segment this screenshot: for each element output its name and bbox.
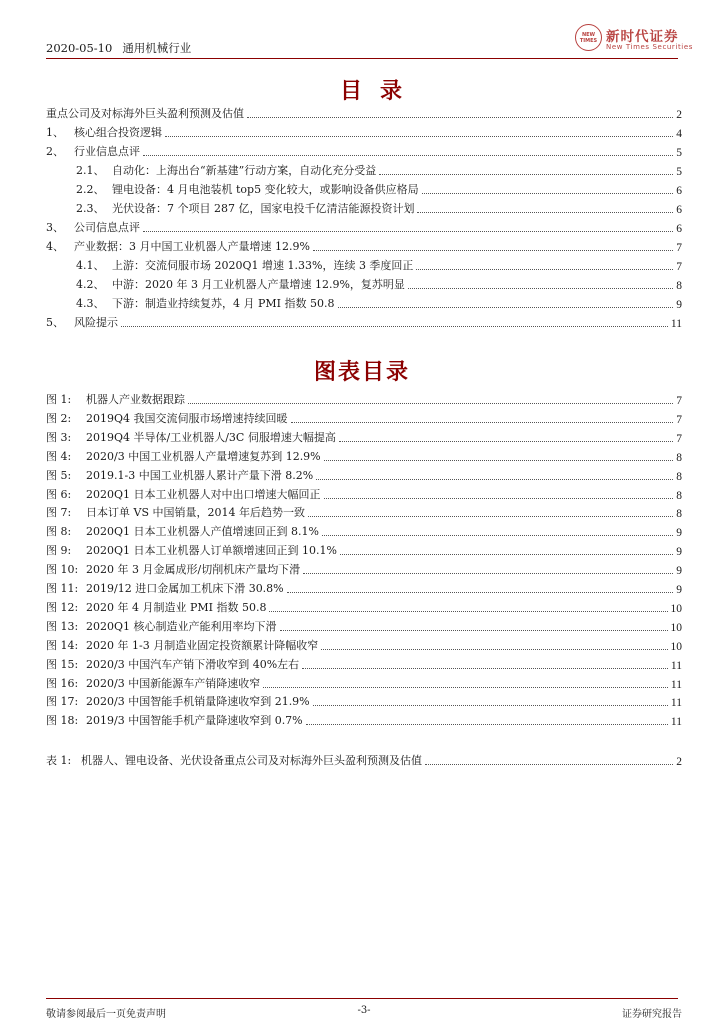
entry-number: 图 6: [46,487,72,501]
entry-text: 2020 年 1-3 月制造业固定投资额累计降幅收窄 [86,638,319,652]
entry-number: 图 9: [46,544,72,558]
dot-leader [422,193,674,194]
entry-page-number: 6 [676,223,682,235]
toc-entry[interactable] [46,293,682,311]
toc-entry[interactable] [46,465,682,483]
entry-label [46,523,319,539]
entry-text: 自动化：上海出台“新基建”行动方案，自动化充分受益 [112,164,377,177]
entry-label [46,162,376,178]
dot-leader [322,535,673,536]
page-footer [46,1005,682,1019]
entry-label [46,467,313,483]
toc-entry[interactable] [46,198,682,216]
entry-label [46,314,118,330]
entry-number: 图 14: [46,638,79,652]
dot-leader [306,724,668,725]
toc-entry[interactable] [46,654,682,672]
dot-leader [379,174,673,175]
entry-page-number: 7 [676,395,682,407]
dot-leader [321,649,667,650]
entry-page-number: 9 [676,527,682,540]
dot-leader [280,630,668,631]
entry-number: 2.2、 [76,183,105,196]
entry-label [46,504,305,520]
entry-number: 图 1: [46,393,72,406]
entry-label [46,143,140,159]
toc-entry[interactable] [46,312,682,330]
entry-number: 图 15: [46,657,79,671]
entry-number: 图 2: [46,411,72,425]
dot-leader [302,668,668,669]
toc-entry[interactable] [46,160,682,178]
dot-leader [425,764,673,765]
entry-text: 2019.1-3 中国工业机器人累计产量下滑 8.2% [86,468,314,482]
entry-number: 1、 [46,126,64,139]
entry-number: 图 17: [46,695,79,709]
toc-entry[interactable] [46,427,682,445]
entry-number: 图 16: [46,676,79,690]
entry-text: 锂电设备：4 月电池装机 top5 变化较大，或影响设备供应格局 [112,183,419,196]
entry-page-number: 11 [670,716,682,729]
dot-leader [313,705,668,706]
toc-entry[interactable] [46,408,682,426]
toc-entry[interactable] [46,255,682,273]
entry-label [46,200,414,216]
entry-page-number: 8 [676,489,682,502]
toc-entry[interactable] [46,122,682,140]
entry-label [46,675,260,691]
entry-page-number: 7 [676,432,682,445]
entry-page-number: 10 [670,621,682,634]
entry-label [46,448,321,464]
dot-leader [303,573,673,574]
entry-label [46,486,321,502]
dot-leader [417,212,673,213]
header-divider [46,58,678,59]
dot-leader [416,269,673,270]
toc-entry[interactable] [46,673,682,691]
entry-text: 下游：制造业持续复苏，4 月 PMI 指数 50.8 [112,297,335,310]
toc-entry[interactable] [46,217,682,235]
entry-text: 重点公司及对标海外巨头盈利预测及估值 [46,107,244,120]
toc-entry[interactable] [46,521,682,539]
entry-label [46,542,337,558]
entry-label [46,295,335,311]
entry-number: 图 18: [46,714,79,728]
entry-page-number: 10 [670,602,682,615]
dot-leader [324,460,674,461]
entry-page-number: 8 [676,280,682,292]
entry-text: 风险提示 [74,316,118,329]
entry-number: 图 3: [46,430,72,444]
entry-label [46,618,277,634]
entry-text: 中游：2020 年 3 月工业机器人产量增速 12.9%，复苏明显 [112,278,405,291]
logo-english-name: New Times Securities [606,43,693,51]
entry-page-number: 9 [676,565,682,578]
entry-number: 4、 [46,240,64,253]
entry-label [46,429,336,445]
entry-number: 图 11: [46,582,79,595]
company-logo [575,24,693,54]
entry-text: 机器人、锂电设备、光伏设备重点公司及对标海外巨头盈利预测及估值 [81,754,422,767]
entry-text: 2019/3 中国智能手机产量降速收窄到 0.7% [86,714,303,728]
entry-page-number: 9 [676,584,682,596]
page-header [0,0,724,62]
entry-number: 图 7: [46,506,72,520]
entry-number: 表 1: [46,754,72,767]
entry-label [46,238,310,254]
toc-entry[interactable] [46,710,682,728]
entry-text: 公司信息点评 [74,221,140,234]
toc-entry[interactable] [46,578,682,596]
entry-text: 产业数据：3 月中国工业机器人产量增速 12.9% [74,240,310,253]
footer-report-type: 证券研究报告 [622,1009,682,1020]
entry-label [46,580,284,596]
entry-text: 2020/3 中国新能源车产销降速收窄 [86,676,261,690]
entry-text: 2020Q1 日本工业机器人产值增速回正到 8.1% [86,525,319,539]
entry-text: 2019/12 进口金属加工机床下滑 30.8% [86,582,284,595]
entry-number: 图 8: [46,525,72,539]
toc-entry[interactable] [46,274,682,292]
dot-leader [263,687,668,688]
entry-number: 3、 [46,221,64,234]
entry-number: 图 12: [46,600,79,614]
toc-title: 目录 [339,78,420,104]
entry-label [46,599,266,615]
dot-leader [143,155,673,156]
entry-page-number: 11 [670,697,682,710]
entry-page-number: 10 [670,640,682,653]
toc-entry[interactable] [46,635,682,653]
dot-leader [143,231,673,232]
entry-page-number: 5 [676,147,682,159]
industry-name: 通用机械行业 [122,41,192,55]
entry-label [46,105,244,121]
footer-divider [46,998,678,999]
entry-text: 行业信息点评 [74,145,140,158]
toc-entry[interactable] [46,750,682,768]
entry-number: 图 13: [46,619,79,633]
entry-text: 2020 年 4 月制造业 PMI 指数 50.8 [86,600,267,614]
toc-entry[interactable] [46,616,682,634]
entry-number: 5、 [46,316,64,329]
entry-label [46,693,310,709]
toc-entry[interactable] [46,597,682,615]
entry-page-number: 11 [670,318,682,330]
toc-entry[interactable] [46,179,682,197]
entry-text: 2019Q4 我国交流伺服市场增速持续回暖 [86,411,288,425]
entry-text: 上游：交流伺服市场 2020Q1 增速 1.33%，连续 3 季度回正 [112,259,414,272]
entry-label [46,752,422,768]
dot-leader [313,250,673,251]
entry-label [46,181,419,197]
logo-circle-icon: NEW TIMES [575,24,602,51]
entry-number: 图 5: [46,468,72,482]
entry-text: 机器人产业数据跟踪 [86,393,185,406]
entry-text: 日本订单 VS 中国销量，2014 年后趋势一致 [86,506,305,520]
entry-page-number: 8 [676,451,682,464]
toc-entry[interactable] [46,540,682,558]
entry-number: 2、 [46,145,64,158]
entry-label [46,124,162,140]
dot-leader [316,479,673,480]
entry-page-number: 8 [676,508,682,521]
entry-label [46,391,185,407]
entry-number: 2.1、 [76,164,105,177]
entry-number: 4.2、 [76,278,105,291]
entry-text: 光伏设备：7 个项目 287 亿，国家电投千亿清洁能源投资计划 [112,202,415,215]
dot-leader [408,288,673,289]
figures-title: 图表目录 [313,359,410,385]
dot-leader [165,136,673,137]
dot-leader [287,592,674,593]
entry-page-number: 9 [676,546,682,559]
entry-page-number: 7 [676,261,682,273]
entry-page-number: 8 [676,470,682,483]
dot-leader [121,326,668,327]
entry-label [46,410,288,426]
entry-page-number: 7 [676,242,682,254]
toc-entry[interactable] [46,141,682,159]
entry-number: 2.3、 [76,202,105,215]
dot-leader [269,611,667,612]
entry-text: 2020/3 中国汽车产销下滑收窄到 40%左右 [86,657,300,671]
entry-number: 图 10: [46,563,79,577]
toc-entry[interactable] [46,502,682,520]
entry-label [46,276,405,292]
entry-text: 2020/3 中国工业机器人产量增速复苏到 12.9% [86,449,321,463]
entry-number: 4.1、 [76,259,105,272]
entry-page-number: 11 [670,659,682,672]
toc-entry[interactable] [46,103,682,121]
toc-entry[interactable] [46,389,682,407]
entry-page-number: 6 [676,204,682,216]
entry-page-number: 9 [676,299,682,311]
entry-number: 图 4: [46,449,72,463]
toc-entry[interactable] [46,484,682,502]
entry-label [46,712,303,728]
entry-label [46,219,140,235]
entry-page-number: 11 [670,678,682,691]
dot-leader [324,498,674,499]
dot-leader [340,554,673,555]
entry-text: 2020Q1 日本工业机器人订单额增速回正到 10.1% [86,544,337,558]
entry-label [46,257,413,273]
entry-text: 2020Q1 日本工业机器人对中出口增速大幅回正 [86,487,321,501]
entry-text: 2020 年 3 月金属成形/切削机床产量均下滑 [86,563,301,577]
dot-leader [188,403,673,404]
entry-label [46,561,300,577]
entry-page-number: 6 [676,185,682,197]
toc-entry[interactable] [46,559,682,577]
dot-leader [291,422,674,423]
entry-page-number: 2 [676,756,682,768]
dot-leader [308,516,673,517]
logo-chinese-name: 新时代证券 [606,29,679,45]
toc-entry[interactable] [46,446,682,464]
toc-entry[interactable] [46,236,682,254]
entry-number: 4.3、 [76,297,105,310]
entry-label [46,637,318,653]
entry-page-number: 4 [676,128,682,140]
footer-page-number: -3- [357,1005,371,1016]
entry-text: 2020Q1 核心制造业产能利用率均下滑 [86,619,277,633]
footer-disclaimer: 敬请参阅最后一页免责声明 [46,1009,166,1020]
report-date-industry [46,40,191,56]
report-date: 2020-05-10 [46,41,113,55]
entry-page-number: 7 [676,413,682,426]
entry-text: 2020/3 中国智能手机销量降速收窄到 21.9% [86,695,310,709]
entry-text: 2019Q4 半导体/工业机器人/3C 伺服增速大幅提高 [86,430,336,444]
entry-page-number: 5 [676,166,682,178]
dot-leader [339,441,673,442]
entry-label [46,656,299,672]
dot-leader [247,117,673,118]
entry-page-number: 2 [676,109,682,121]
dot-leader [338,307,674,308]
toc-entry[interactable] [46,691,682,709]
entry-text: 核心组合投资逻辑 [74,126,162,139]
